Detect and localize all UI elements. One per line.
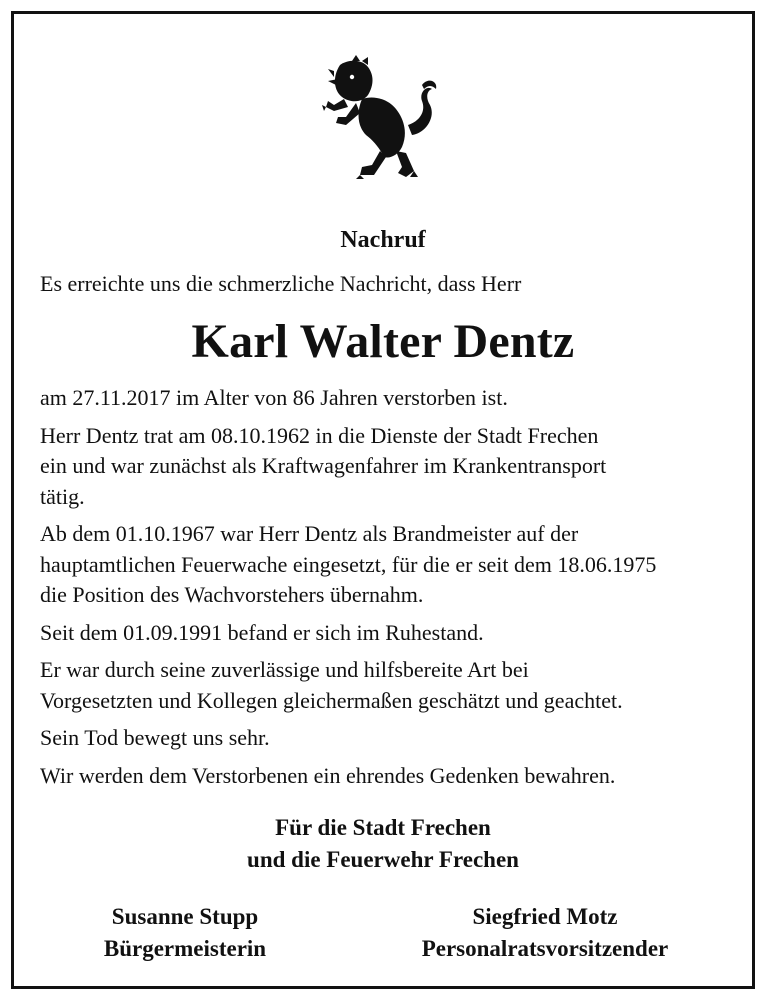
paragraph-death-date: am 27.11.2017 im Alter von 86 Jahren verstorben ist. bbox=[40, 385, 508, 410]
heraldic-lion-icon bbox=[322, 55, 444, 181]
signatory-right bbox=[395, 901, 695, 965]
paragraph-retirement: Seit dem 01.09.1991 befand er sich im Ruhestand. bbox=[40, 619, 484, 645]
signatory-role: Bürgermeisterin bbox=[103, 936, 267, 961]
signatory-name: Susanne Stupp bbox=[111, 904, 259, 929]
paragraph-fire-brigade: Ab dem 01.10.1967 war Herr Dentz als Brandmeister auf der hauptamtlichen Feuerwache eingesetzt, für die er seit dem 18.06.1975 die Position des Wachvorstehers übernahm. bbox=[40, 521, 657, 607]
heading-nachruf: Nachruf bbox=[340, 227, 426, 253]
paragraph-character: Er war durch seine zuverlässige und hilfsbereite Art bei Vorgesetzten und Kollegen gleichermaßen geschätzt und geachtet. bbox=[40, 657, 623, 713]
obituary-body bbox=[40, 383, 730, 798]
signatory-left bbox=[80, 901, 290, 965]
paragraph-sorrow: Sein Tod bewegt uns sehr. bbox=[40, 725, 270, 750]
intro-text: Es erreichte uns die schmerzliche Nachricht, dass Herr bbox=[40, 271, 522, 296]
signatory-role: Personalratsvorsitzender bbox=[421, 936, 669, 961]
closing-line-fire-department: und die Feuerwehr Frechen bbox=[247, 847, 519, 872]
paragraph-service-start: Herr Dentz trat am 08.10.1962 in die Dienste der Stadt Frechen ein und war zunächst als Kraftwagenfahrer im Krankentransport tätig. bbox=[40, 422, 607, 509]
deceased-name: Karl Walter Dentz bbox=[191, 315, 575, 368]
closing-block bbox=[0, 812, 766, 876]
paragraph-remembrance: Wir werden dem Verstorbenen ein ehrendes Gedenken bewahren. bbox=[40, 762, 616, 788]
signatory-name: Siegfried Motz bbox=[472, 904, 618, 929]
closing-line-city: Für die Stadt Frechen bbox=[275, 815, 491, 840]
